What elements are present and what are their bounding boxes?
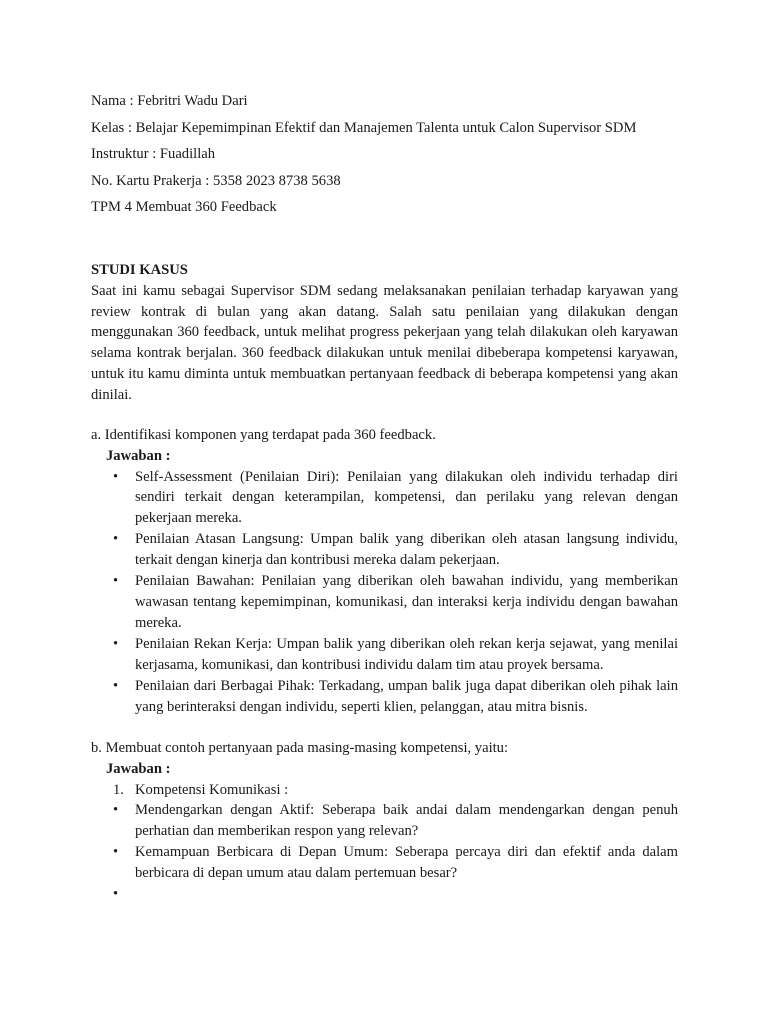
numbered-item [91,780,678,801]
list-item-text: Self-Assessment (Penilaian Diri): Penilaian yang dilakukan oleh individu terhadap diri sendiri terkait dengan keterampilan, kompetensi, dan perilaku yang relevan dengan pekerjaan mereka. [135,468,678,527]
list-item-text: Penilaian Atasan Langsung: Umpan balik yang diberikan oleh atasan langsung individu, terkait dengan kinerja dan kontribusi mereka dalam pekerjaan. [135,531,678,569]
bullet-icon: • [113,573,119,590]
case-study-title: STUDI KASUS [91,262,188,278]
list-item [91,529,678,571]
competency-heading: Kompetensi Komunikasi : [135,781,289,798]
list-item [91,800,678,842]
list-item [91,634,678,676]
question-b: b. Membuat contoh pertanyaan pada masing-masing kompetensi, yaitu: [91,740,509,756]
section-a [91,425,678,718]
case-study-body: Saat ini kamu sebagai Supervisor SDM sedang melaksanakan penilaian terhadap karyawan yang review kontrak di bulan yang akan datang. Salah satu penilaian yang dilakukan dengan menggunakan 360 feedback, untuk melihat progress pekerjaan yang telah dilakukan oleh karyawan selama kontrak berjalan. 360 feedback dilakukan untuk menilai dibeberapa kompetensi karyawan, untuk itu kamu diminta untuk membuatkan pertanyaan feedback di beberapa kompetensi yang akan dinilai. [91,282,678,403]
answer-label-b: Jawaban : [106,760,171,777]
class-name: Kelas : Belajar Kepemimpinan Efektif dan Manajemen Talenta untuk Calon Supervisor SDM [91,119,637,136]
list-item [91,842,678,884]
case-study-section [91,260,678,406]
student-name: Nama : Febritri Wadu Dari [91,93,248,109]
questions-list [91,800,678,905]
list-item-text: Mendengarkan dengan Aktif: Seberapa baik andai dalam mendengarkan dengan penuh perhatian dan memberikan respon yang relevan? [135,802,678,840]
bullet-icon: • [113,468,119,485]
list-item-text: Kemampuan Berbicara di Depan Umum: Seberapa percaya diri dan efektif anda dalam berbicara di depan umum atau dalam pertemuan besar? [135,844,678,882]
list-item-text: Penilaian dari Berbagai Pihak: Terkadang, umpan balik juga dapat diberikan oleh pihak lain yang berinteraksi dengan individu, seperti klien, pelanggan, atau mitra bisnis. [135,678,678,715]
list-item-text: Penilaian Rekan Kerja: Umpan balik yang diberikan oleh rekan kerja sejawat, yang menilai kerjasama, komunikasi, dan kontribusi individu dalam tim atau proyek bersama. [135,636,678,673]
answer-label-a: Jawaban : [106,447,171,464]
list-item-text: Penilaian Bawahan: Penilaian yang diberikan oleh bawahan individu, yang memberikan wawasan tentang kepemimpinan, komunikasi, dan interaksi kerja individu dengan bawahan mereka. [135,573,678,631]
bullet-icon: • [113,678,119,695]
document-header [91,91,678,224]
section-b [91,738,678,906]
list-item [91,884,678,905]
list-item [91,676,678,718]
bullet-icon: • [113,636,119,653]
question-a: a. Identifikasi komponen yang terdapat pada 360 feedback. [91,427,436,443]
item-number: 1. [113,781,124,798]
bullet-icon: • [113,886,119,903]
bullet-icon: • [113,844,119,861]
prakerja-card-number: No. Kartu Prakerja : 5358 2023 8738 5638 [91,172,341,189]
bullet-icon: • [113,531,119,548]
assignment-title: TPM 4 Membuat 360 Feedback [91,199,277,216]
list-item [91,467,678,529]
list-item-text [135,886,139,902]
bullet-icon: • [113,802,119,819]
components-list [91,467,678,718]
instructor-name: Instruktur : Fuadillah [91,146,216,163]
list-item [91,571,678,633]
